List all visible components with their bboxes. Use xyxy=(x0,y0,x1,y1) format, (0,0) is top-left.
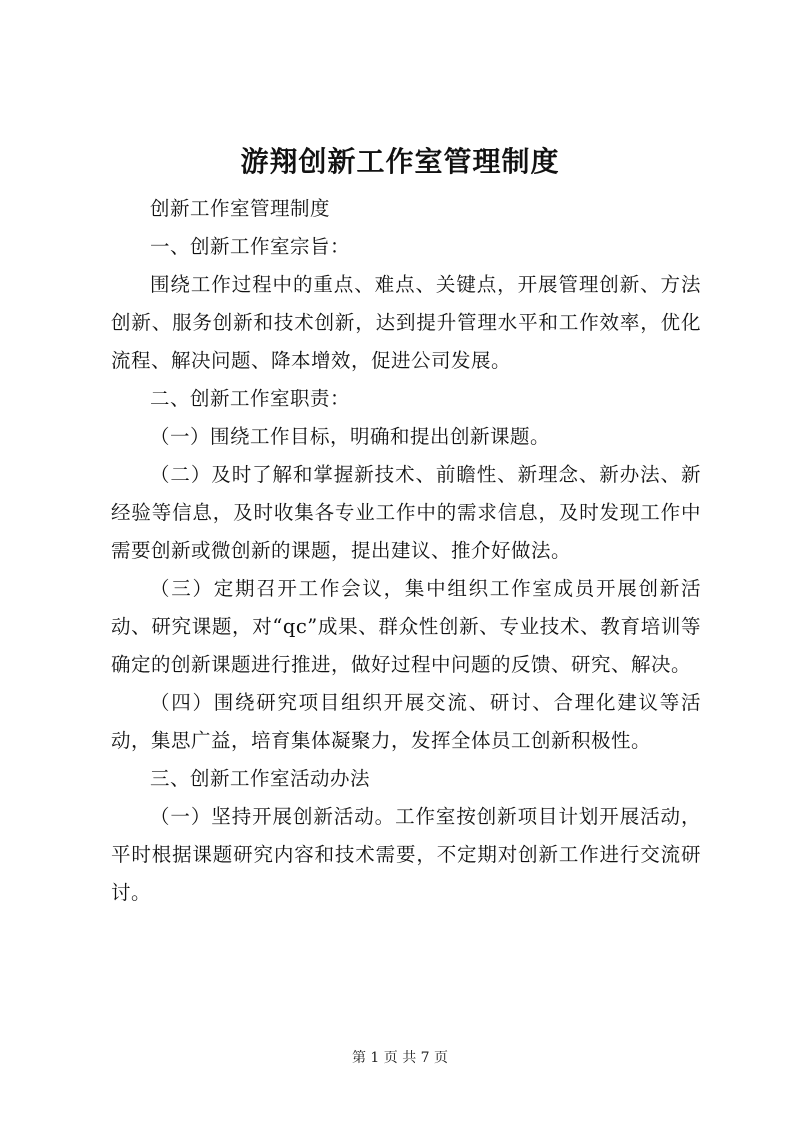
paragraph-section-2-item-1: （一）围绕工作目标，明确和提出创新课题。 xyxy=(150,425,551,448)
paragraph-subtitle: 创新工作室管理制度 xyxy=(150,197,331,220)
paragraph-section-2-item-2: （二）及时了解和掌握新技术、前瞻性、新理念、新办法、新经验等信息，及时收集各专业工作中的需求信息，及时发现工作中需要创新或微创新的课题，提出建议、推介好做法。 xyxy=(111,463,701,562)
paragraph-section-2-item-3: （三）定期召开工作会议，集中组织工作室成员开展创新活动、研究课题，对“qc”成果、群众性创新、专业技术、教育培训等确定的创新课题进行推进，做好过程中问题的反馈、研究、解决。 xyxy=(111,577,701,676)
paragraph-section-2-heading: 二、创新工作室职责： xyxy=(150,387,351,410)
paragraph-section-3-heading: 三、创新工作室活动办法 xyxy=(150,767,371,790)
document-title: 游翔创新工作室管理制度 xyxy=(240,145,560,178)
document-body xyxy=(111,190,701,912)
paragraph-section-1-body: 围绕工作过程中的重点、难点、关键点，开展管理创新、方法创新、服务创新和技术创新，达到提升管理水平和工作效率，优化流程、解决问题、降本增效，促进公司发展。 xyxy=(111,273,701,372)
paragraph-section-1-heading: 一、创新工作室宗旨： xyxy=(150,235,351,258)
paragraph-section-2-item-4: （四）围绕研究项目组织开展交流、研讨、合理化建议等活动，集思广益，培育集体凝聚力，发挥全体员工创新积极性。 xyxy=(111,691,701,752)
paragraph-section-3-item-1: （一）坚持开展创新活动。工作室按创新项目计划开展活动，平时根据课题研究内容和技术需要，不定期对创新工作进行交流研讨。 xyxy=(111,805,701,904)
page-number-footer: 第 1 页 共 7 页 xyxy=(351,1050,449,1066)
